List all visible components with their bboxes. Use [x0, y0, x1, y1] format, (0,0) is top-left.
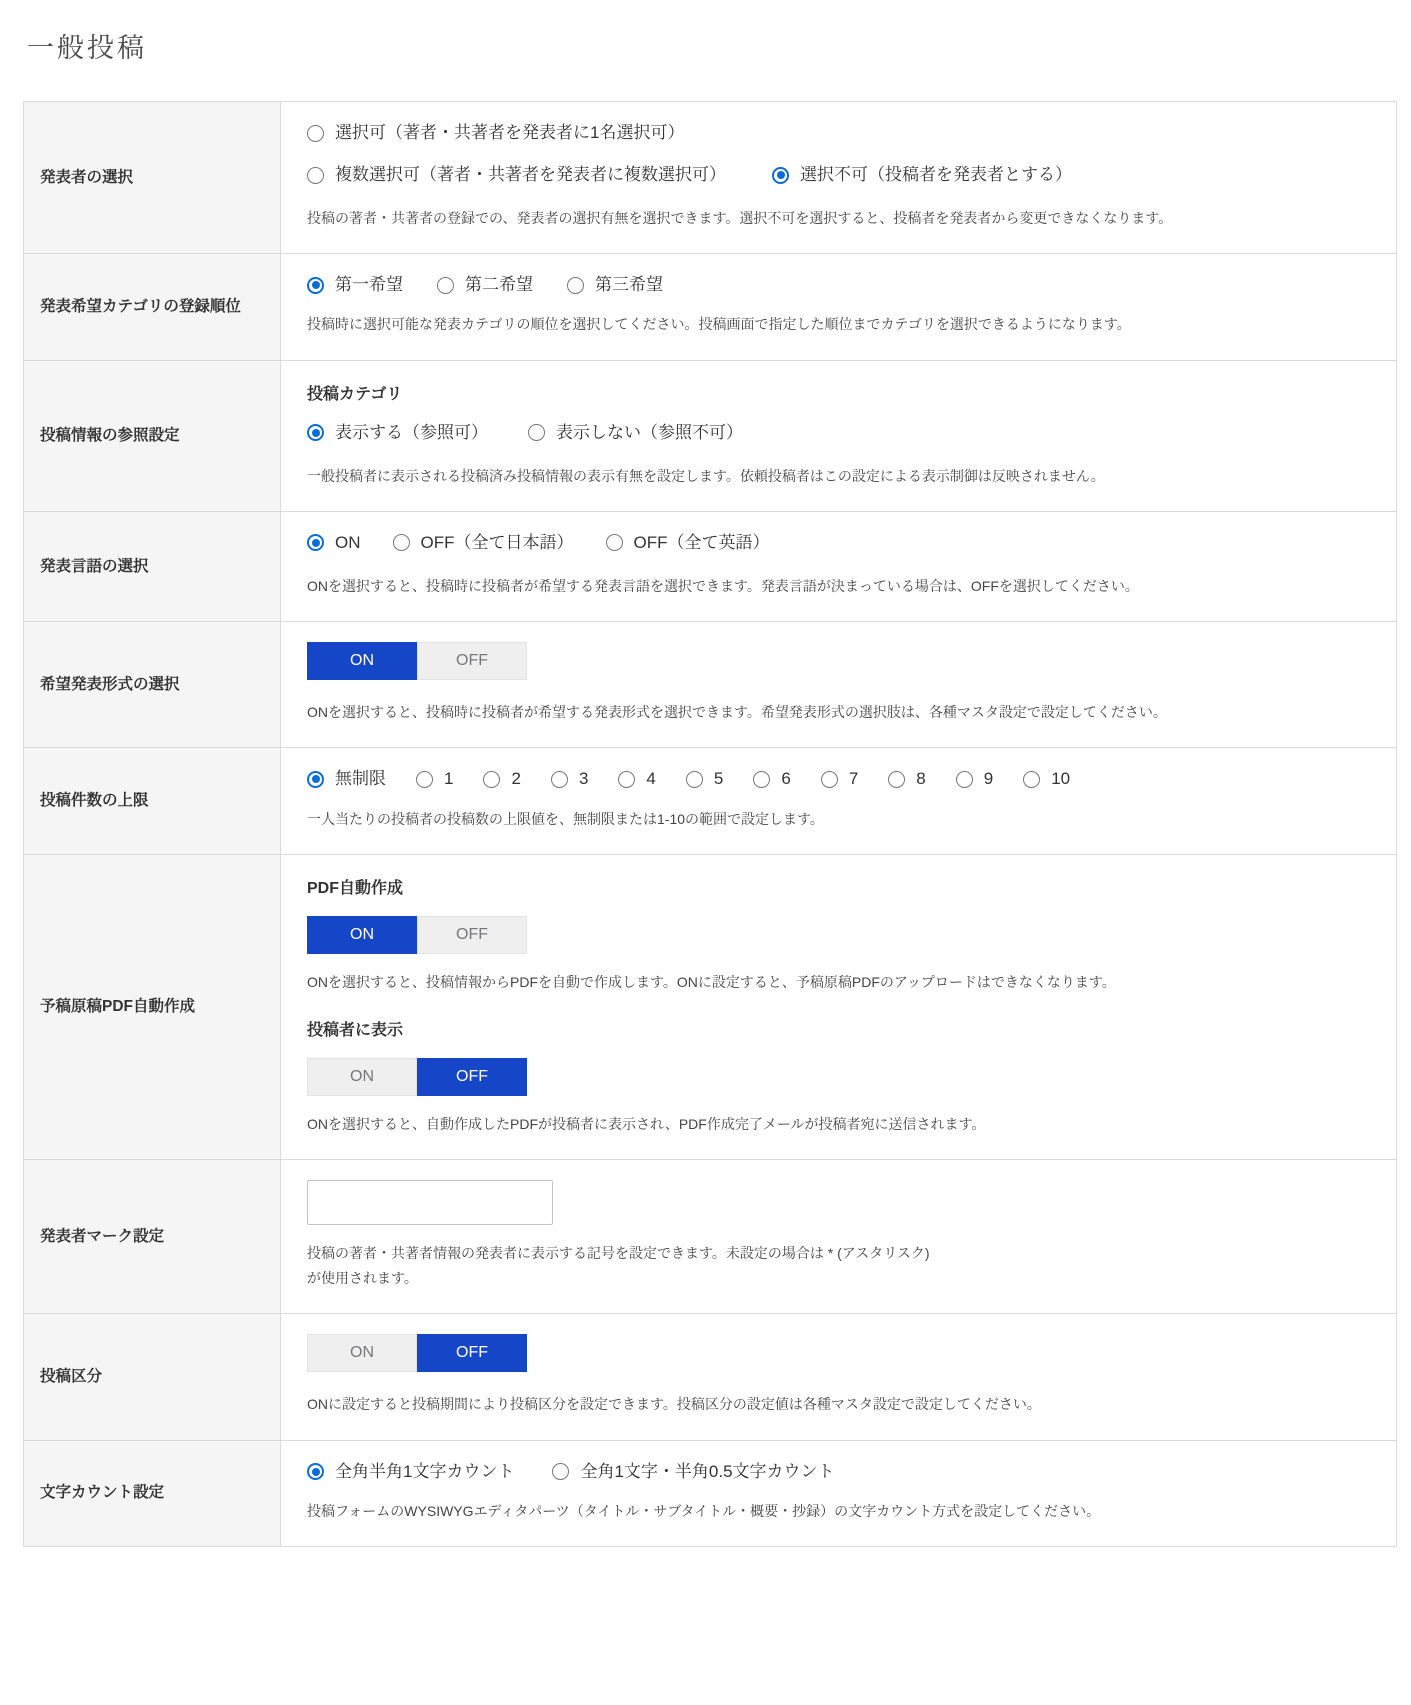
pdf-auto-create-section	[307, 875, 1370, 995]
radio-option-language-on[interactable]	[307, 532, 361, 554]
radio-option-limit-1[interactable]	[416, 768, 453, 790]
page-title: 一般投稿	[27, 33, 147, 63]
radio-option-limit-4[interactable]	[618, 768, 655, 790]
radio-option-label: 2	[511, 769, 521, 789]
radio-unselected-icon[interactable]	[307, 167, 324, 184]
radio-option-label: 10	[1051, 769, 1071, 789]
radio-unselected-icon[interactable]	[888, 771, 905, 788]
radio-option-limit-5[interactable]	[686, 768, 723, 790]
row-description: ONを選択すると、投稿情報からPDFを自動で作成します。ONに設定すると、予稿原稿PDFのアップロードはできなくなります。	[307, 973, 1116, 990]
presentation-format-toggle	[307, 642, 527, 680]
row-description: 投稿の著者・共著者情報の発表者に表示する記号を設定できます。未設定の場合は * (アスタリスク) が使用されます。	[307, 1245, 930, 1287]
radio-option-label: 表示する（参照可）	[335, 422, 488, 442]
radio-option-show[interactable]	[307, 422, 488, 444]
radio-option-label: 選択可（著者・共著者を発表者に1名選択可）	[335, 123, 685, 142]
radio-option-label: 4	[646, 769, 656, 789]
radio-option-limit-10[interactable]	[1023, 768, 1070, 790]
radio-option-label: 全角半角1文字カウント	[335, 1461, 515, 1481]
radio-option-label: 表示しない（参照不可）	[556, 422, 743, 442]
row-description: ONを選択すると、自動作成したPDFが投稿者に表示され、PDF作成完了メールが投稿者宛に送信されます。	[307, 1115, 986, 1132]
radio-unselected-icon[interactable]	[821, 771, 838, 788]
row-label: 投稿情報の参照設定	[24, 360, 281, 511]
radio-unselected-icon[interactable]	[956, 771, 973, 788]
radio-option-label: OFF（全て日本語）	[420, 532, 574, 552]
subsection-title: 投稿カテゴリ	[307, 385, 403, 403]
row-label: 文字カウント設定	[24, 1440, 281, 1546]
radio-unselected-icon[interactable]	[606, 534, 623, 551]
table-row-category-rank	[24, 254, 1397, 360]
show-to-submitter-toggle	[307, 1058, 527, 1096]
radio-option-label: OFF（全て英語）	[633, 532, 770, 552]
radio-option-label: 7	[848, 769, 859, 789]
radio-option-second-choice[interactable]	[437, 274, 533, 296]
radio-selected-icon[interactable]	[307, 771, 324, 788]
pdf-auto-create-toggle	[307, 916, 527, 954]
radio-unselected-icon[interactable]	[393, 534, 410, 551]
row-description: 投稿の著者・共著者の登録での、発表者の選択有無を選択できます。選択不可を選択すると、投稿者を発表者から変更できなくなります。	[307, 210, 1173, 227]
radio-option-language-off-japanese[interactable]	[393, 532, 574, 554]
radio-selected-icon[interactable]	[307, 534, 324, 551]
radio-option-not-selectable[interactable]	[772, 164, 1072, 186]
radio-option-label: 第二希望	[465, 275, 533, 295]
radio-option-language-off-english[interactable]	[606, 532, 770, 554]
radio-option-label: 9	[983, 769, 994, 789]
radio-option-unlimited[interactable]	[307, 768, 386, 790]
radio-unselected-icon[interactable]	[552, 1463, 569, 1480]
radio-option-limit-8[interactable]	[888, 768, 925, 790]
subsection-title: PDF自動作成	[307, 879, 404, 897]
toggle-on-button[interactable]: ON	[307, 916, 417, 954]
table-row-pdf-auto-create	[24, 854, 1397, 1159]
toggle-off-button[interactable]: OFF	[417, 916, 527, 954]
row-description: 一人当たりの投稿者の投稿数の上限値を、無制限または1-10の範囲で設定します。	[307, 810, 824, 827]
radio-option-label: 第三希望	[595, 275, 663, 295]
show-to-submitter-section	[307, 1017, 1370, 1137]
table-row-presenter-selection	[24, 102, 1397, 254]
row-label: 発表者の選択	[24, 102, 281, 254]
radio-option-count-full-1-half-05[interactable]	[552, 1461, 834, 1483]
table-row-presentation-format	[24, 622, 1397, 748]
table-row-post-category	[24, 1314, 1397, 1440]
table-row-presenter-mark	[24, 1160, 1397, 1314]
radio-unselected-icon[interactable]	[618, 771, 635, 788]
radio-option-label: 全角1文字・半角0.5文字カウント	[580, 1461, 835, 1481]
radio-option-label: 8	[916, 769, 926, 789]
radio-option-limit-2[interactable]	[483, 768, 520, 790]
radio-option-label: 6	[781, 769, 791, 789]
row-label: 発表希望カテゴリの登録順位	[24, 254, 281, 360]
row-description: ONを選択すると、投稿時に投稿者が希望する発表言語を選択できます。発表言語が決まっている場合は、OFFを選択してください。	[307, 578, 1139, 595]
radio-option-label: 第一希望	[335, 275, 403, 295]
radio-option-limit-9[interactable]	[956, 768, 993, 790]
table-row-post-info-reference	[24, 360, 1397, 511]
radio-option-label: ON	[335, 532, 361, 552]
radio-option-limit-7[interactable]	[821, 768, 858, 790]
table-row-submission-limit	[24, 748, 1397, 854]
radio-unselected-icon[interactable]	[686, 771, 703, 788]
radio-option-label: 3	[578, 769, 589, 789]
radio-option-multi-selectable[interactable]	[307, 164, 726, 186]
radio-selected-icon[interactable]	[772, 167, 789, 184]
row-label: 予稿原稿PDF自動作成	[24, 854, 281, 1159]
radio-unselected-icon[interactable]	[437, 277, 454, 294]
radio-unselected-icon[interactable]	[753, 771, 770, 788]
radio-option-label: 無制限	[335, 769, 386, 789]
radio-selected-icon[interactable]	[307, 1463, 324, 1480]
radio-selected-icon[interactable]	[307, 424, 324, 441]
radio-unselected-icon[interactable]	[1023, 771, 1040, 788]
toggle-on-button[interactable]: ON	[307, 1334, 417, 1372]
radio-option-third-choice[interactable]	[567, 274, 663, 296]
radio-option-limit-6[interactable]	[753, 768, 790, 790]
row-description: 一般投稿者に表示される投稿済み投稿情報の表示有無を設定します。依頼投稿者はこの設定による表示制御は反映されません。	[307, 467, 1105, 484]
row-description: 投稿フォームのWYSIWYGエディタパーツ（タイトル・サブタイトル・概要・抄録）の文字カウント方式を設定してください。	[307, 1502, 1101, 1519]
row-label: 発表者マーク設定	[24, 1160, 281, 1314]
radio-option-limit-3[interactable]	[551, 768, 588, 790]
table-row-char-count	[24, 1440, 1397, 1546]
radio-unselected-icon[interactable]	[567, 277, 584, 294]
row-label: 希望発表形式の選択	[24, 622, 281, 748]
toggle-off-button[interactable]: OFF	[417, 1058, 527, 1096]
toggle-on-button[interactable]: ON	[307, 1058, 417, 1096]
radio-unselected-icon[interactable]	[416, 771, 433, 788]
presenter-mark-input[interactable]	[307, 1180, 553, 1225]
radio-option-label: 5	[713, 769, 724, 789]
radio-option-first-choice[interactable]	[307, 274, 403, 296]
toggle-off-button[interactable]: OFF	[417, 1334, 527, 1372]
settings-table	[23, 101, 1397, 1547]
row-label: 発表言語の選択	[24, 511, 281, 621]
subsection-title: 投稿者に表示	[307, 1021, 404, 1039]
row-label: 投稿件数の上限	[24, 748, 281, 854]
radio-selected-icon[interactable]	[307, 277, 324, 294]
toggle-off-button[interactable]: OFF	[417, 642, 527, 680]
table-row-presentation-language	[24, 511, 1397, 621]
radio-option-label: 1	[444, 769, 454, 789]
row-description: ONを選択すると、投稿時に投稿者が希望する発表形式を選択できます。希望発表形式の選択肢は、各種マスタ設定で設定してください。	[307, 704, 1167, 721]
radio-option-label: 選択不可（投稿者を発表者とする）	[800, 165, 1072, 185]
toggle-on-button[interactable]: ON	[307, 642, 417, 680]
radio-option-count-full-half-1[interactable]	[307, 1461, 514, 1483]
radio-option-label: 複数選択可（著者・共著者を発表者に複数選択可）	[335, 165, 726, 185]
post-category-toggle	[307, 1334, 527, 1372]
row-description: ONに設定すると投稿期間により投稿区分を設定できます。投稿区分の設定値は各種マスタ設定で設定してください。	[307, 1396, 1041, 1413]
radio-unselected-icon[interactable]	[307, 125, 324, 142]
radio-unselected-icon[interactable]	[528, 424, 545, 441]
row-description: 投稿時に選択可能な発表カテゴリの順位を選択してください。投稿画面で指定した順位までカテゴリを選択できるようになります。	[307, 316, 1131, 333]
radio-option-selectable[interactable]	[307, 122, 684, 144]
radio-unselected-icon[interactable]	[483, 771, 500, 788]
radio-unselected-icon[interactable]	[551, 771, 568, 788]
radio-option-hide[interactable]	[528, 422, 743, 444]
row-label: 投稿区分	[24, 1314, 281, 1440]
